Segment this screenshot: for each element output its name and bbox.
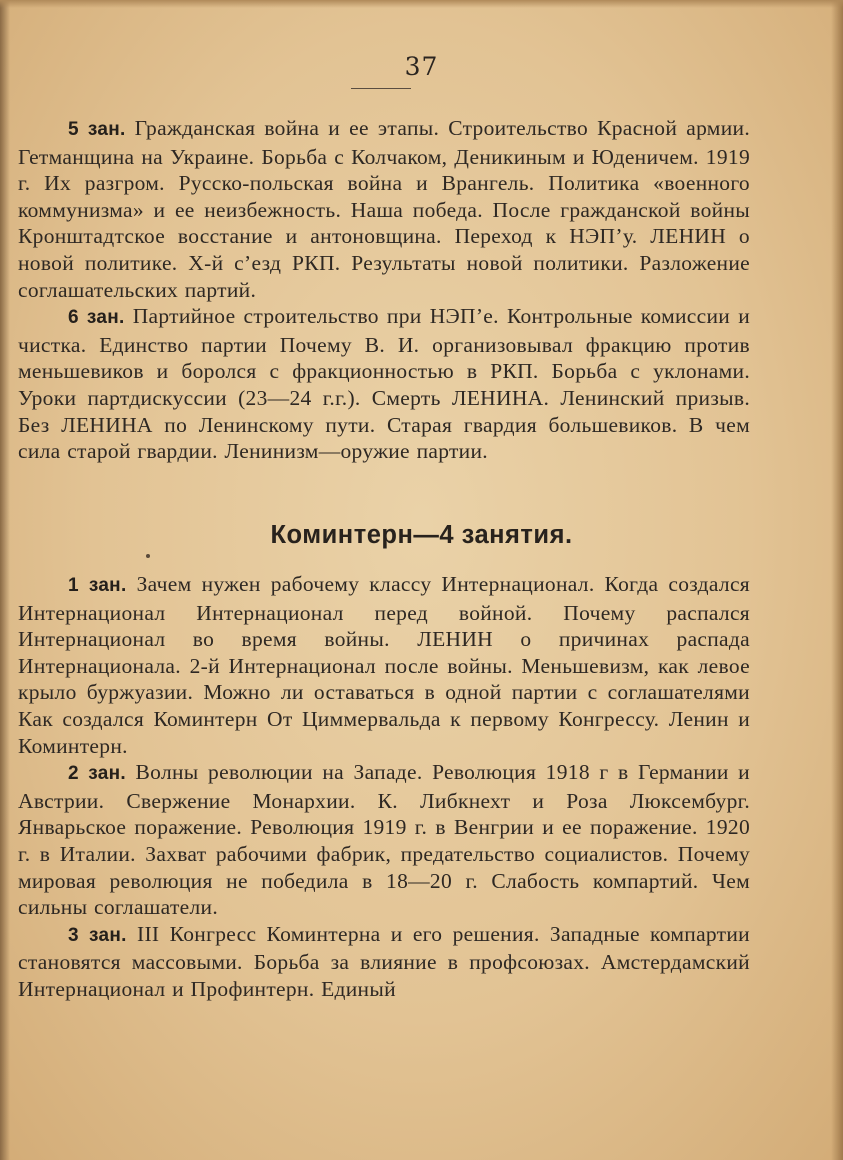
- lesson-paragraph: [18, 571, 750, 759]
- section-heading: Коминтерн—4 занятия.: [270, 521, 573, 549]
- lesson-number: 3 зан.: [68, 924, 127, 946]
- page-edge-shadow-right: [831, 0, 843, 1160]
- lesson-text: Гражданская война и ее этапы. Строительство Красной армии. Гетманщина на Украине. Борьба с Колчаком, Деникиным и Юденичем. 1919 г. Их разгром. Русско-польская война и Врангель. Политика «военного коммунизма» и ее неизбежность. Наша победа. После гражданской войны Кронштадтское восстание и антоновщина. Переход к НЭП’у. ЛЕНИН о новой политике. Х-й с’езд РКП. Результаты новой политики. Разложение соглашательских партий.: [18, 116, 750, 302]
- lesson-text: Волны революции на Западе. Революция 1918 г в Германии и Австрии. Свержение Монархии. К. Либкнехт и Роза Люксембург. Январьское поражение. Революция 1919 г. в Венгрии и ее поражение. 1920 г. в Италии. Захват рабочими фабрик, предательство социалистов. Почему мировая революция не победила в 18—20 г. Слабость компартий. Чем сильны соглашатели.: [18, 760, 750, 920]
- lesson-number: 6 зан.: [68, 307, 125, 329]
- page-number-underline: [351, 88, 411, 89]
- ink-speck: [146, 554, 150, 558]
- lesson-paragraph: [18, 759, 750, 921]
- page-edge-shadow-left: [0, 0, 10, 1160]
- lesson-text: III Конгресс Коминтерна и его решения. Западные компартии становятся массовыми. Борьба за влияние в профсоюзах. Амстердамский Интернационал и Профинтерн. Единый: [18, 921, 750, 1001]
- lesson-text: Зачем нужен рабочему классу Интернационал. Когда создался Интернационал Интернационал перед войной. Почему распался Интернационал во время войны. ЛЕНИН о причинах распада Интернационала. 2-й Интернационал после войны. Меньшевизм, как левое крыло буржуазии. Можно ли оставаться в одной партии с соглашателями Как создался Коминтерн От Циммервальда к первому Конгрессу. Ленин и Коминтерн.: [18, 572, 750, 758]
- lesson-number: 1 зан.: [68, 575, 127, 596]
- lesson-paragraph: [18, 921, 750, 1003]
- page-edge-shadow-top: [0, 0, 843, 8]
- comintern-text-block: [18, 571, 750, 1003]
- lesson-number: 2 зан.: [68, 763, 127, 785]
- party-history-text-block: [18, 115, 750, 465]
- lesson-text: Партийное строительство при НЭП’е. Контрольные комиссии и чистка. Единство партии Почему В. И. организовывал фракцию против меньшевиков и боролся с фракционностью в РКП. Борьба с уклонами. Уроки партдискуссии (23—24 г.г.). Смерть ЛЕНИНА. Ленинский призыв. Без ЛЕНИНА по Ленинскому пути. Старая гвардия большевиков. В чем сила старой гвардии. Ленинизм—оружие партии.: [18, 304, 750, 464]
- lesson-paragraph: [18, 303, 750, 465]
- lesson-paragraph: [18, 115, 750, 303]
- page-number: 37: [404, 52, 439, 81]
- lesson-number: 5 зан.: [68, 119, 126, 140]
